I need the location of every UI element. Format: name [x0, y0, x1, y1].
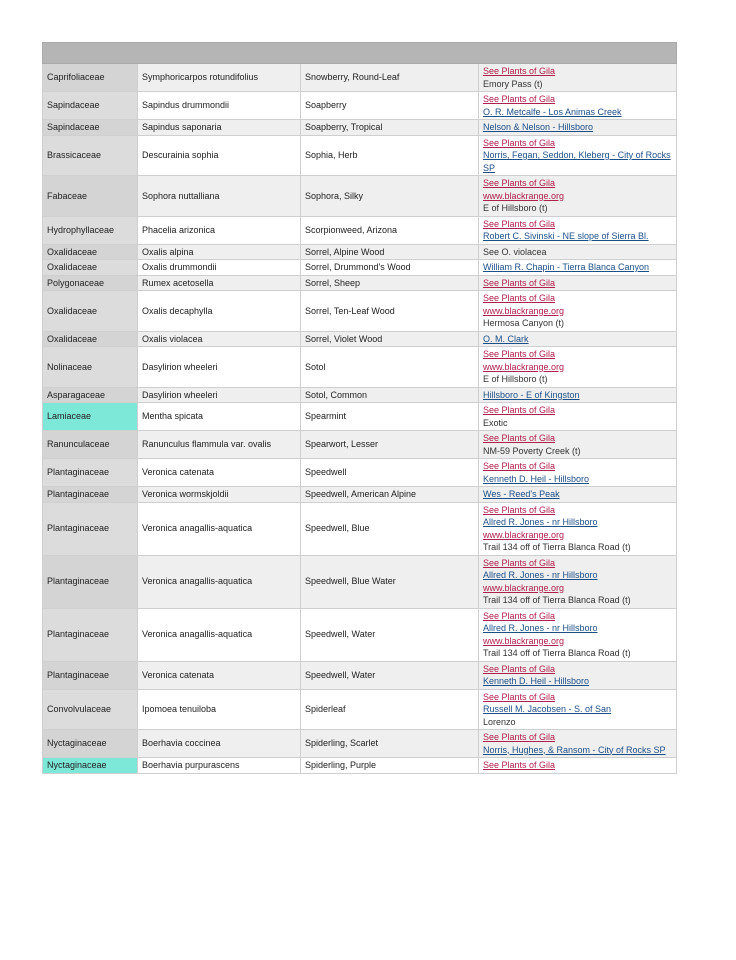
family-cell: Plantaginaceae	[43, 502, 138, 555]
common-name-cell: Spiderling, Purple	[301, 758, 479, 774]
table-row	[43, 216, 677, 244]
table-header	[43, 43, 677, 64]
scientific-name-cell: Dasylirion wheeleri	[138, 387, 301, 403]
table-row	[43, 758, 677, 774]
references-cell	[479, 730, 677, 758]
reference-link[interactable]: See Plants of Gila	[483, 504, 556, 515]
reference-link[interactable]: Allred R. Jones - nr Hillsboro	[483, 570, 598, 580]
table-row	[43, 431, 677, 459]
references-cell	[479, 608, 677, 661]
references-cell	[479, 403, 677, 431]
reference-link[interactable]: Norris, Fegan, Seddon, Kleberg - City of Rocks SP	[483, 150, 671, 173]
table-row	[43, 661, 677, 689]
reference-note: Emory Pass (t)	[483, 78, 543, 89]
common-name-cell: Sorrel, Alpine Wood	[301, 244, 479, 260]
reference-link[interactable]: Kenneth D. Heil - Hillsboro	[483, 473, 590, 484]
references-cell	[479, 291, 677, 332]
references-cell	[479, 387, 677, 403]
family-cell: Plantaginaceae	[43, 661, 138, 689]
table-row	[43, 244, 677, 260]
reference-link[interactable]: www.blackrange.org	[483, 305, 565, 316]
table-row	[43, 120, 677, 136]
family-cell: Brassicaceae	[43, 135, 138, 176]
references-cell	[479, 331, 677, 347]
family-cell: Sapindaceae	[43, 120, 138, 136]
references-cell	[479, 555, 677, 608]
table-header-row	[43, 43, 677, 64]
table-row	[43, 459, 677, 487]
scientific-name-cell: Descurainia sophia	[138, 135, 301, 176]
common-name-cell: Sorrel, Drummond's Wood	[301, 260, 479, 276]
scientific-name-cell: Oxalis violacea	[138, 331, 301, 347]
references-cell	[479, 347, 677, 388]
reference-link[interactable]: Robert C. Sivinski - NE slope of Sierra Bl.	[483, 231, 649, 241]
reference-link[interactable]: See Plants of Gila	[483, 732, 556, 742]
references-cell	[479, 176, 677, 217]
reference-link[interactable]: Hillsboro - E of Kingston	[483, 389, 580, 400]
scientific-name-cell: Oxalis drummondii	[138, 260, 301, 276]
references-cell	[479, 459, 677, 487]
scientific-name-cell: Veronica anagallis-aquatica	[138, 502, 301, 555]
reference-link[interactable]: Russell M. Jacobsen - S. of San	[483, 704, 612, 714]
common-name-cell: Sorrel, Sheep	[301, 275, 479, 291]
family-cell: Convolvulaceae	[43, 689, 138, 730]
scientific-name-cell: Symphoricarpos rotundifolius	[138, 64, 301, 92]
common-name-cell: Spiderleaf	[301, 689, 479, 730]
reference-link[interactable]: www.blackrange.org	[483, 582, 565, 593]
reference-link[interactable]: See Plants of Gila	[483, 760, 556, 770]
reference-link[interactable]: See Plants of Gila	[483, 691, 556, 702]
reference-link[interactable]: See Plants of Gila	[483, 137, 556, 148]
common-name-cell: Speedwell, American Alpine	[301, 487, 479, 503]
reference-link[interactable]: Allred R. Jones - nr Hillsboro	[483, 517, 598, 527]
common-name-cell: Sophora, Silky	[301, 176, 479, 217]
references-cell	[479, 260, 677, 276]
table-row	[43, 403, 677, 431]
reference-link[interactable]: See Plants of Gila	[483, 663, 556, 674]
table-body	[43, 64, 677, 774]
references-cell	[479, 275, 677, 291]
reference-link[interactable]: Norris, Hughes, & Ransom - City of Rocks SP	[483, 744, 666, 755]
table-row	[43, 135, 677, 176]
reference-note: Exotic	[483, 417, 508, 428]
common-name-cell: Speedwell, Blue Water	[301, 555, 479, 608]
reference-note: Trail 134 off of Tierra Blanca Road (t)	[483, 648, 631, 658]
reference-note: E of Hillsboro (t)	[483, 203, 548, 213]
scientific-name-cell: Rumex acetosella	[138, 275, 301, 291]
table-row	[43, 730, 677, 758]
reference-link[interactable]: See Plants of Gila	[483, 610, 556, 621]
table-row	[43, 275, 677, 291]
references-cell	[479, 689, 677, 730]
scientific-name-cell: Boerhavia purpurascens	[138, 758, 301, 774]
scientific-name-cell: Oxalis alpina	[138, 244, 301, 260]
reference-note: Lorenzo	[483, 716, 516, 727]
scientific-name-cell: Sapindus drummondii	[138, 92, 301, 120]
reference-link[interactable]: See Plants of Gila	[483, 405, 556, 415]
table-row	[43, 64, 677, 92]
reference-link[interactable]: William R. Chapin - Tierra Blanca Canyon	[483, 262, 650, 272]
common-name-cell: Scorpionweed, Arizona	[301, 216, 479, 244]
scientific-name-cell: Ranunculus flammula var. ovalis	[138, 431, 301, 459]
family-cell: Nolinaceae	[43, 347, 138, 388]
references-cell	[479, 244, 677, 260]
common-name-cell: Speedwell, Blue	[301, 502, 479, 555]
family-cell: Oxalidaceae	[43, 331, 138, 347]
reference-link[interactable]: Allred R. Jones - nr Hillsboro	[483, 623, 598, 633]
reference-link[interactable]: www.blackrange.org	[483, 635, 565, 646]
common-name-cell: Sorrel, Violet Wood	[301, 331, 479, 347]
reference-link[interactable]: See Plants of Gila	[483, 557, 556, 568]
family-cell: Asparagaceae	[43, 387, 138, 403]
table-row	[43, 291, 677, 332]
common-name-cell: Sophia, Herb	[301, 135, 479, 176]
family-cell: Lamiaceae	[43, 403, 138, 431]
plants-table	[42, 42, 677, 774]
reference-link[interactable]: See Plants of Gila	[483, 433, 556, 443]
reference-link[interactable]: www.blackrange.org	[483, 361, 565, 372]
references-cell	[479, 120, 677, 136]
table-row	[43, 487, 677, 503]
common-name-cell: Speedwell, Water	[301, 608, 479, 661]
references-cell	[479, 661, 677, 689]
scientific-name-cell: Veronica catenata	[138, 459, 301, 487]
common-name-cell: Soapberry, Tropical	[301, 120, 479, 136]
scientific-name-cell: Veronica anagallis-aquatica	[138, 555, 301, 608]
scientific-name-cell: Dasylirion wheeleri	[138, 347, 301, 388]
family-cell: Oxalidaceae	[43, 291, 138, 332]
scientific-name-cell: Phacelia arizonica	[138, 216, 301, 244]
reference-note: Trail 134 off of Tierra Blanca Road (t)	[483, 542, 631, 552]
common-name-cell: Sorrel, Ten-Leaf Wood	[301, 291, 479, 332]
reference-link[interactable]: Wes - Reed's Peak	[483, 489, 560, 499]
table-row	[43, 347, 677, 388]
reference-link[interactable]: See Plants of Gila	[483, 277, 556, 288]
scientific-name-cell: Ipomoea tenuiloba	[138, 689, 301, 730]
references-cell	[479, 502, 677, 555]
family-cell: Sapindaceae	[43, 92, 138, 120]
family-cell: Caprifoliaceae	[43, 64, 138, 92]
table-row	[43, 92, 677, 120]
reference-link[interactable]: www.blackrange.org	[483, 190, 565, 201]
references-cell	[479, 487, 677, 503]
reference-link[interactable]: Kenneth D. Heil - Hillsboro	[483, 676, 590, 686]
table-row	[43, 689, 677, 730]
family-cell: Oxalidaceae	[43, 260, 138, 276]
table-row	[43, 176, 677, 217]
references-cell	[479, 92, 677, 120]
references-cell	[479, 64, 677, 92]
family-cell: Hydrophyllaceae	[43, 216, 138, 244]
references-cell	[479, 216, 677, 244]
family-cell: Fabaceae	[43, 176, 138, 217]
reference-link[interactable]: O. M. Clark	[483, 333, 529, 344]
scientific-name-cell: Veronica wormskjoldii	[138, 487, 301, 503]
common-name-cell: Spearmint	[301, 403, 479, 431]
common-name-cell: Spiderling, Scarlet	[301, 730, 479, 758]
scientific-name-cell: Sapindus saponaria	[138, 120, 301, 136]
common-name-cell: Speedwell, Water	[301, 661, 479, 689]
table-row	[43, 502, 677, 555]
family-cell: Plantaginaceae	[43, 487, 138, 503]
common-name-cell: Snowberry, Round-Leaf	[301, 64, 479, 92]
scientific-name-cell: Mentha spicata	[138, 403, 301, 431]
reference-link[interactable]: See Plants of Gila	[483, 178, 556, 188]
reference-link[interactable]: See Plants of Gila	[483, 66, 556, 76]
reference-note: Hermosa Canyon (t)	[483, 318, 565, 328]
table-row	[43, 331, 677, 347]
scientific-name-cell: Veronica anagallis-aquatica	[138, 608, 301, 661]
family-cell: Ranunculaceae	[43, 431, 138, 459]
reference-link[interactable]: See Plants of Gila	[483, 218, 556, 229]
reference-note: See O. violacea	[483, 246, 547, 257]
table-row	[43, 387, 677, 403]
table-row	[43, 260, 677, 276]
family-cell: Nyctaginaceae	[43, 758, 138, 774]
reference-link[interactable]: Nelson & Nelson - Hillsboro	[483, 122, 594, 132]
common-name-cell: Sotol	[301, 347, 479, 388]
family-cell: Polygonaceae	[43, 275, 138, 291]
reference-link[interactable]: See Plants of Gila	[483, 349, 556, 359]
family-cell: Plantaginaceae	[43, 608, 138, 661]
references-cell	[479, 758, 677, 774]
reference-note: NM-59 Poverty Creek (t)	[483, 445, 581, 456]
table-row	[43, 555, 677, 608]
scientific-name-cell: Sophora nuttalliana	[138, 176, 301, 217]
table-row	[43, 608, 677, 661]
reference-link[interactable]: See Plants of Gila	[483, 461, 556, 471]
common-name-cell: Soapberry	[301, 92, 479, 120]
common-name-cell: Spearwort, Lesser	[301, 431, 479, 459]
family-cell: Plantaginaceae	[43, 555, 138, 608]
references-cell	[479, 135, 677, 176]
scientific-name-cell: Veronica catenata	[138, 661, 301, 689]
reference-link[interactable]: See Plants of Gila	[483, 293, 556, 303]
reference-note: Trail 134 off of Tierra Blanca Road (t)	[483, 595, 631, 605]
reference-link[interactable]: www.blackrange.org	[483, 529, 565, 540]
reference-note: E of Hillsboro (t)	[483, 374, 548, 384]
scientific-name-cell: Oxalis decaphylla	[138, 291, 301, 332]
family-cell: Nyctaginaceae	[43, 730, 138, 758]
reference-link[interactable]: O. R. Metcalfe - Los Animas Creek	[483, 106, 622, 117]
common-name-cell: Speedwell	[301, 459, 479, 487]
references-cell	[479, 431, 677, 459]
common-name-cell: Sotol, Common	[301, 387, 479, 403]
family-cell: Oxalidaceae	[43, 244, 138, 260]
scientific-name-cell: Boerhavia coccinea	[138, 730, 301, 758]
reference-link[interactable]: See Plants of Gila	[483, 94, 556, 104]
family-cell: Plantaginaceae	[43, 459, 138, 487]
